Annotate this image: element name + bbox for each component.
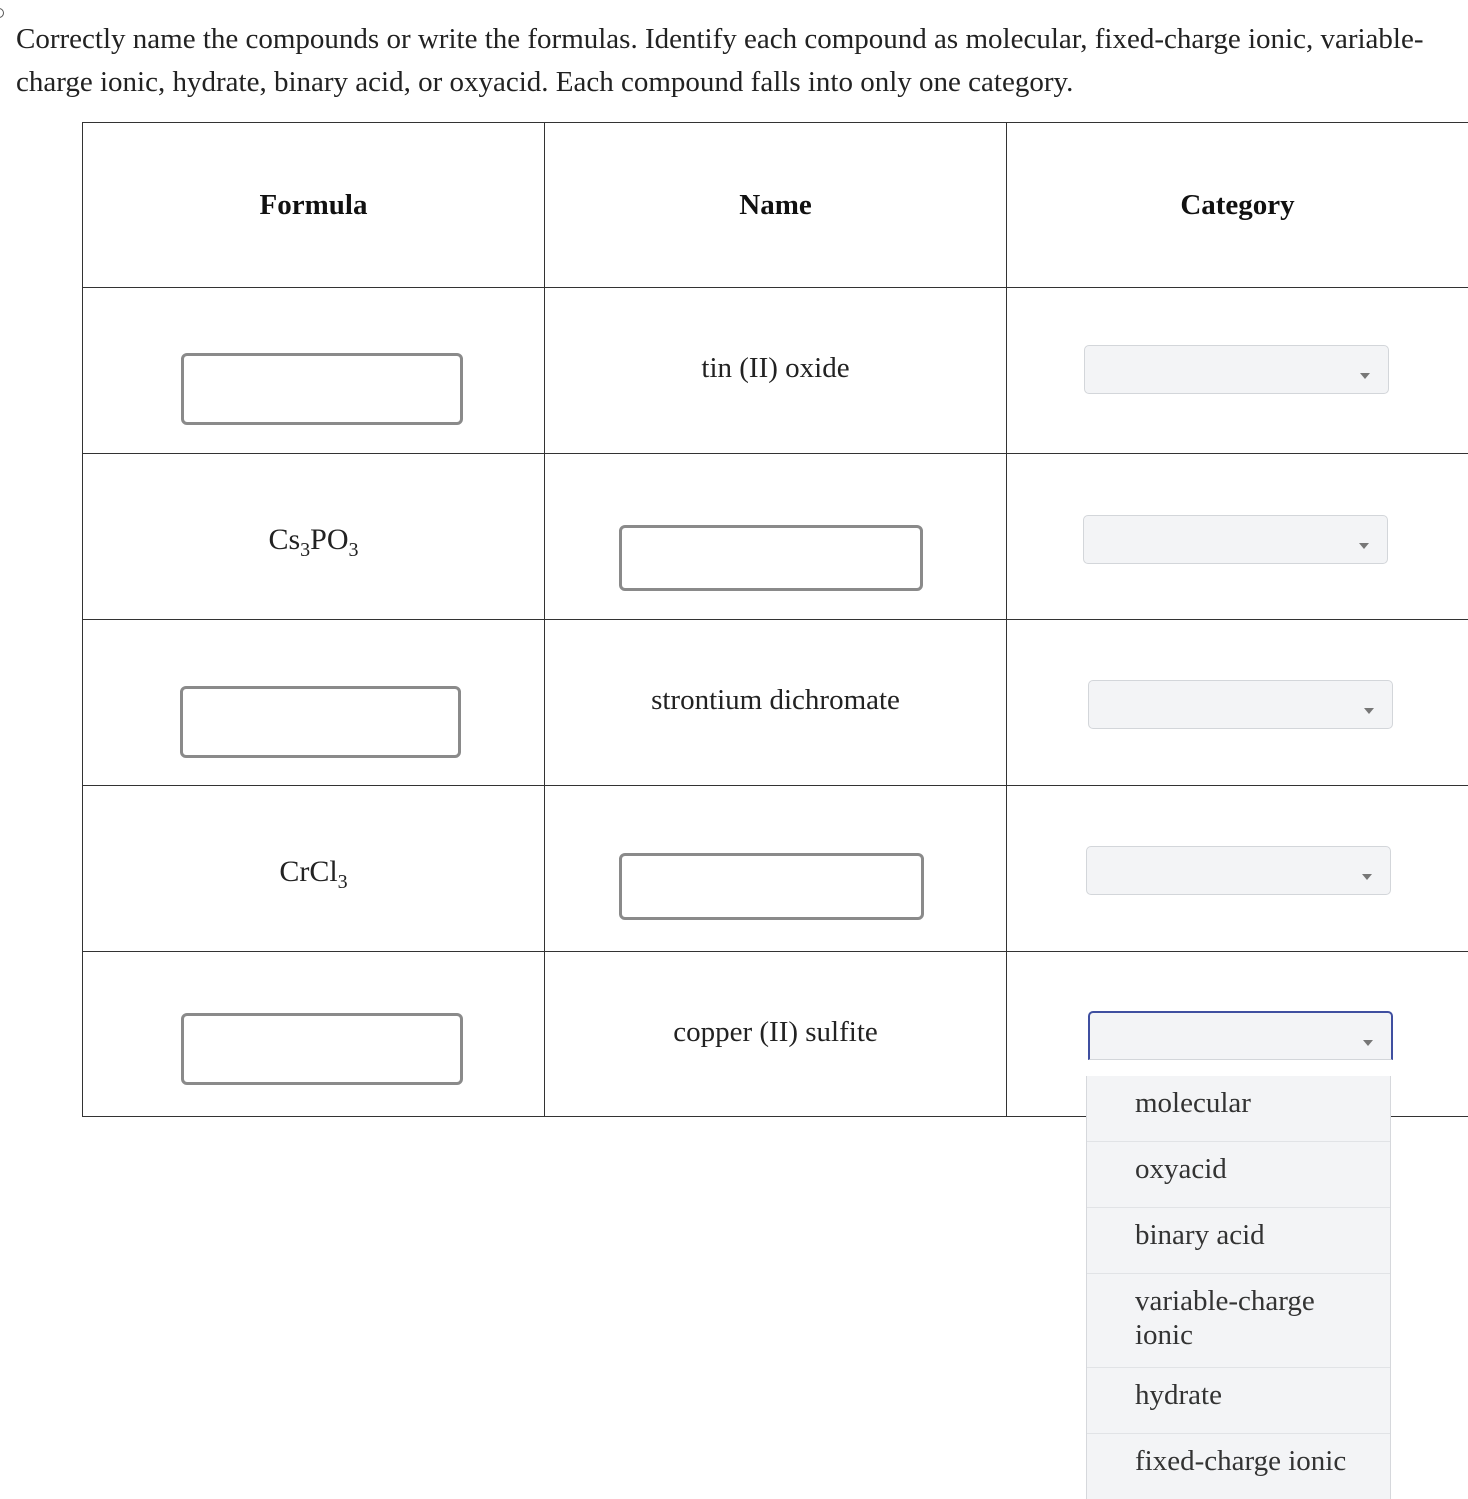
formula-cell: [83, 620, 545, 786]
table-row: [83, 288, 1468, 454]
formula-cell: [83, 454, 545, 620]
option-oxyacid[interactable]: oxyacid: [1087, 1142, 1390, 1208]
category-cell: [1007, 288, 1468, 454]
chevron-down-icon: [1362, 874, 1372, 880]
name-text-row-1: tin (II) oxide: [701, 352, 850, 384]
category-cell: [1007, 786, 1468, 952]
category-select-row-3[interactable]: [1088, 680, 1393, 729]
formula-cell: [83, 288, 545, 454]
name-cell: [545, 288, 1007, 454]
header-name: Name: [545, 123, 1007, 288]
table-row: [83, 786, 1468, 952]
option-variable-charge-ionic[interactable]: variable-charge ionic: [1087, 1274, 1390, 1368]
option-molecular[interactable]: molecular: [1087, 1076, 1390, 1142]
table-row: [83, 454, 1468, 620]
instructions-text: Correctly name the compounds or write the formulas. Identify each compound as molecular, fixed-charge ionic, variable-charge ionic, hydrate, binary acid, or oxyacid. Each compound falls into only one category.: [16, 23, 1424, 98]
chevron-down-icon: [1364, 708, 1374, 714]
header-category: Category: [1007, 123, 1468, 288]
category-select-row-1[interactable]: [1084, 345, 1389, 394]
category-dropdown-list: [1086, 1076, 1391, 1499]
category-cell: [1007, 454, 1468, 620]
name-cell: [545, 620, 1007, 786]
name-cell: [545, 952, 1007, 1117]
table-header-row: [83, 123, 1468, 288]
chevron-down-icon: [1363, 1040, 1373, 1046]
category-select-row-2[interactable]: [1083, 515, 1388, 564]
formula-cell: [83, 952, 545, 1117]
chevron-down-icon: [1360, 373, 1370, 379]
name-input-row-4[interactable]: [619, 853, 924, 920]
option-fixed-charge-ionic[interactable]: fixed-charge ionic: [1135, 1445, 1347, 1477]
name-text-row-3: strontium dichromate: [651, 684, 900, 716]
option-hydrate[interactable]: hydrate: [1087, 1368, 1390, 1434]
question-marker-icon: [0, 8, 4, 18]
table-row: [83, 620, 1468, 786]
option-binary-acid[interactable]: binary acid: [1087, 1208, 1390, 1274]
chevron-down-icon: [1359, 543, 1369, 549]
compound-table: [82, 122, 1468, 1117]
formula-cell: [83, 786, 545, 952]
name-text-row-5: copper (II) sulfite: [673, 1016, 878, 1048]
name-input-row-2[interactable]: [619, 525, 923, 591]
formula-input-row-5[interactable]: [181, 1013, 463, 1085]
name-cell: [545, 454, 1007, 620]
formula-text-row-4: CrCl$_3$: [279, 855, 348, 893]
formula-text-row-2: $Cs_3PO_3$: [268, 523, 359, 561]
category-select-row-5[interactable]: [1088, 1011, 1393, 1060]
formula-input-row-1[interactable]: [181, 353, 463, 425]
header-formula: Formula: [83, 123, 545, 288]
category-select-row-4[interactable]: [1086, 846, 1391, 895]
name-cell: [545, 786, 1007, 952]
formula-input-row-3[interactable]: [180, 686, 461, 758]
category-cell: [1007, 620, 1468, 786]
